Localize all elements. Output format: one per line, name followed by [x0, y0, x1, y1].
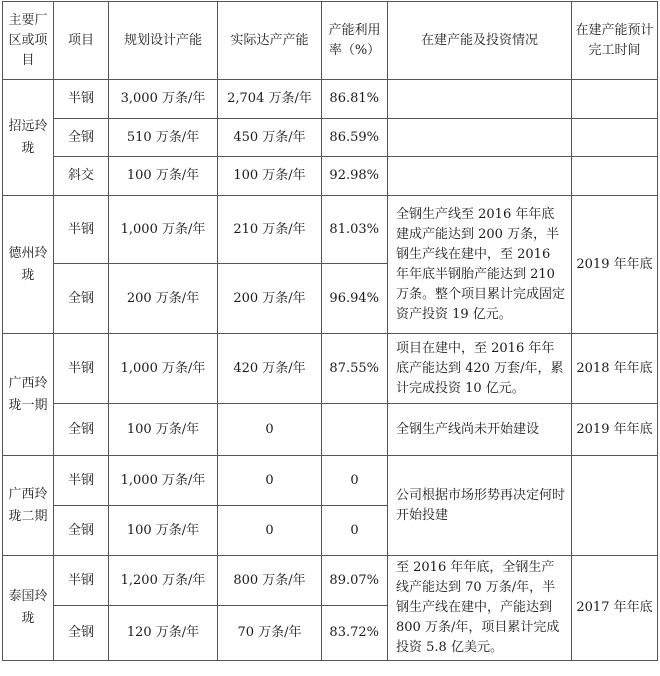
- cell-completion: [572, 119, 658, 157]
- table-row: [3, 157, 658, 196]
- cell-design: 100 万条/年: [109, 404, 218, 456]
- cell-item: 半钢: [54, 556, 109, 606]
- cell-construction: 全钢生产线尚未开始建设: [388, 404, 572, 456]
- cell-utilization: [322, 404, 388, 456]
- capacity-table: [2, 1, 658, 661]
- cell-design: 1,000 万条/年: [109, 196, 218, 264]
- cell-utilization: 86.81%: [322, 80, 388, 119]
- factory-dezhou: 德州玲珑: [3, 196, 54, 334]
- cell-completion: 2019 年年底: [572, 196, 658, 334]
- cell-item: 半钢: [54, 334, 109, 404]
- factory-zhaoyuan: 招远玲珑: [3, 80, 54, 196]
- cell-actual: 100 万条/年: [218, 157, 322, 196]
- cell-completion: [572, 456, 658, 556]
- cell-construction: 至 2016 年年底，全钢生产线产能达到 70 万条/年，半钢生产线在建中，产能达到 800 万条/年，项目累计完成投资 5.8 亿美元。: [388, 556, 572, 661]
- cell-item: 半钢: [54, 80, 109, 119]
- cell-actual: 800 万条/年: [218, 556, 322, 606]
- cell-actual: 450 万条/年: [218, 119, 322, 157]
- cell-actual: 0: [218, 456, 322, 506]
- cell-item: 半钢: [54, 196, 109, 264]
- cell-utilization: 86.59%: [322, 119, 388, 157]
- cell-item: 全钢: [54, 404, 109, 456]
- header-completion: 在建产能预计完工时间: [572, 2, 658, 80]
- header-item: 项目: [54, 2, 109, 80]
- header-construction: 在建产能及投资情况: [388, 2, 572, 80]
- cell-actual: 0: [218, 404, 322, 456]
- cell-actual: 200 万条/年: [218, 264, 322, 334]
- cell-design: 100 万条/年: [109, 157, 218, 196]
- cell-item: 半钢: [54, 456, 109, 506]
- header-utilization: 产能利用率（%）: [322, 2, 388, 80]
- cell-actual: 2,704 万条/年: [218, 80, 322, 119]
- cell-design: 1,200 万条/年: [109, 556, 218, 606]
- cell-construction: 公司根据市场形势再决定何时开始投建: [388, 456, 572, 556]
- cell-item: 全钢: [54, 506, 109, 556]
- table-row: [3, 556, 658, 606]
- header-row: [3, 2, 658, 80]
- cell-utilization: 87.55%: [322, 334, 388, 404]
- cell-design: 510 万条/年: [109, 119, 218, 157]
- cell-completion: 2017 年年底: [572, 556, 658, 661]
- cell-utilization: 81.03%: [322, 196, 388, 264]
- cell-completion: 2018 年年底: [572, 334, 658, 404]
- cell-completion: 2019 年年底: [572, 404, 658, 456]
- cell-design: 100 万条/年: [109, 506, 218, 556]
- cell-construction: [388, 80, 572, 119]
- cell-completion: [572, 157, 658, 196]
- table-row: [3, 196, 658, 264]
- cell-item: 全钢: [54, 606, 109, 661]
- table-row: [3, 404, 658, 456]
- cell-construction: [388, 157, 572, 196]
- cell-utilization: 0: [322, 506, 388, 556]
- cell-construction: 项目在建中，至 2016 年年底产能达到 420 万套/年，累计完成投资 10 亿元。: [388, 334, 572, 404]
- table-row: [3, 456, 658, 506]
- cell-actual: 420 万条/年: [218, 334, 322, 404]
- cell-design: 200 万条/年: [109, 264, 218, 334]
- cell-utilization: 89.07%: [322, 556, 388, 606]
- cell-construction: 全钢生产线至 2016 年年底建成产能达到 200 万条，半钢生产线在建中，至 2016 年年底半钢胎产能达到 210 万条。整个项目累计完成固定资产投资 19 亿元。: [388, 196, 572, 334]
- cell-utilization: 96.94%: [322, 264, 388, 334]
- cell-utilization: 92.98%: [322, 157, 388, 196]
- header-design: 规划设计产能: [109, 2, 218, 80]
- cell-actual: 70 万条/年: [218, 606, 322, 661]
- header-factory: 主要厂区或项目: [3, 2, 54, 80]
- cell-completion: [572, 80, 658, 119]
- cell-item: 全钢: [54, 264, 109, 334]
- cell-design: 1,000 万条/年: [109, 456, 218, 506]
- cell-design: 1,000 万条/年: [109, 334, 218, 404]
- factory-guangxi-phase1: 广西玲珑一期: [3, 334, 54, 456]
- cell-actual: 210 万条/年: [218, 196, 322, 264]
- cell-actual: 0: [218, 506, 322, 556]
- cell-construction: [388, 119, 572, 157]
- table-row: [3, 334, 658, 404]
- cell-utilization: 0: [322, 456, 388, 506]
- cell-design: 120 万条/年: [109, 606, 218, 661]
- table-row: [3, 119, 658, 157]
- factory-thailand: 泰国玲珑: [3, 556, 54, 661]
- cell-utilization: 83.72%: [322, 606, 388, 661]
- factory-guangxi-phase2: 广西玲珑二期: [3, 456, 54, 556]
- cell-design: 3,000 万条/年: [109, 80, 218, 119]
- table-row: [3, 80, 658, 119]
- cell-item: 全钢: [54, 119, 109, 157]
- header-actual: 实际达产产能: [218, 2, 322, 80]
- cell-item: 斜交: [54, 157, 109, 196]
